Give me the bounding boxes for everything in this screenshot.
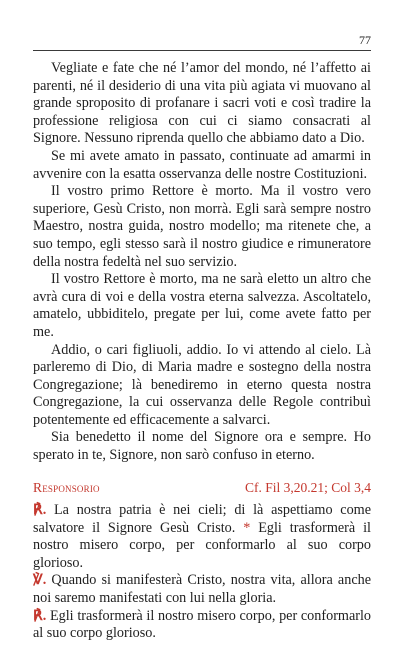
paragraph: Il vostro primo Rettore è morto. Ma il vostro vero superiore, Gesù Cristo, non morrà. Egli sarà sempre nostro Maestro, nostra guida, nostro modello; ma ritenete che, a suo tempo, egli stesso sarà il nostro giudice e rimuneratore della nostra fedeltà nel suo servizio. [33, 183, 371, 270]
responsory-reference: Cf. Fil 3,20.21; Col 3,4 [244, 480, 371, 495]
responsory-line-text: Quando si manifesterà Cristo, nostra vita, allora anche noi saremo manifestati con lui nella gloria. [33, 572, 372, 606]
asterisk-mark: * [243, 519, 251, 536]
responsory-heading [33, 479, 371, 497]
paragraph: Sia benedetto il nome del Signore ora e sempre. Ho sperato in te, Signore, non sarò confuso in eterno. [33, 429, 371, 464]
book-page [33, 0, 371, 660]
versicle-symbol: ℣. [33, 572, 47, 589]
responsory-body [33, 502, 371, 643]
paragraph: Addio, o cari figliuoli, addio. Io vi attendo al cielo. Là parleremo di Dio, di Maria madre e sostegno della nostra Congregazione; là benediremo in eterno questa nostra Congregazione, la cui osservanza delle Regole contribuì potentemente ed efficacemente a salvarci. [33, 341, 371, 428]
responsory-line-text: Egli trasformerà il nostro misero corpo, per conformarlo al suo corpo glorioso. [33, 607, 372, 642]
page-number: 77 [359, 33, 371, 47]
responsory-line [33, 572, 371, 607]
responsory-line-text: La nostra patria è nei cieli; di là aspettiamo come salvatore il Signore Gesù Cristo. [33, 502, 371, 536]
responsory-line [33, 608, 371, 643]
responsory-line-text-after: Egli trasformerà il nostro misero corpo, per conformarlo al suo corpo glorioso. [33, 519, 371, 571]
paragraph: Vegliate e fate che né l’amor del mondo, né l’affetto ai parenti, né il desiderio di una vita più agiata vi muovano al grande sproposito di profanare i sacri voti e così tradire la professione religiosa con cui ci siamo consacrati al Signore. Nessuno riprenda quello che abbiamo dato a Dio. [33, 60, 371, 147]
responsory-line [33, 502, 371, 572]
response-symbol: ℟. [33, 607, 47, 624]
paragraph: Se mi avete amato in passato, continuate ad amarmi in avvenire con la esatta osservanza delle nostre Costituzioni. [33, 147, 371, 182]
responsory-title: Responsorio [33, 480, 100, 495]
paragraph: Il vostro Rettore è morto, ma ne sarà eletto un altro che avrà cura di voi e della vostra eterna salvezza. Ascoltatelo, amatelo, ubbiditelo, pregate per lui, come avete fatto per me. [33, 271, 371, 340]
main-text [33, 60, 371, 465]
response-symbol: ℟. [33, 502, 47, 518]
page-header [33, 32, 371, 51]
